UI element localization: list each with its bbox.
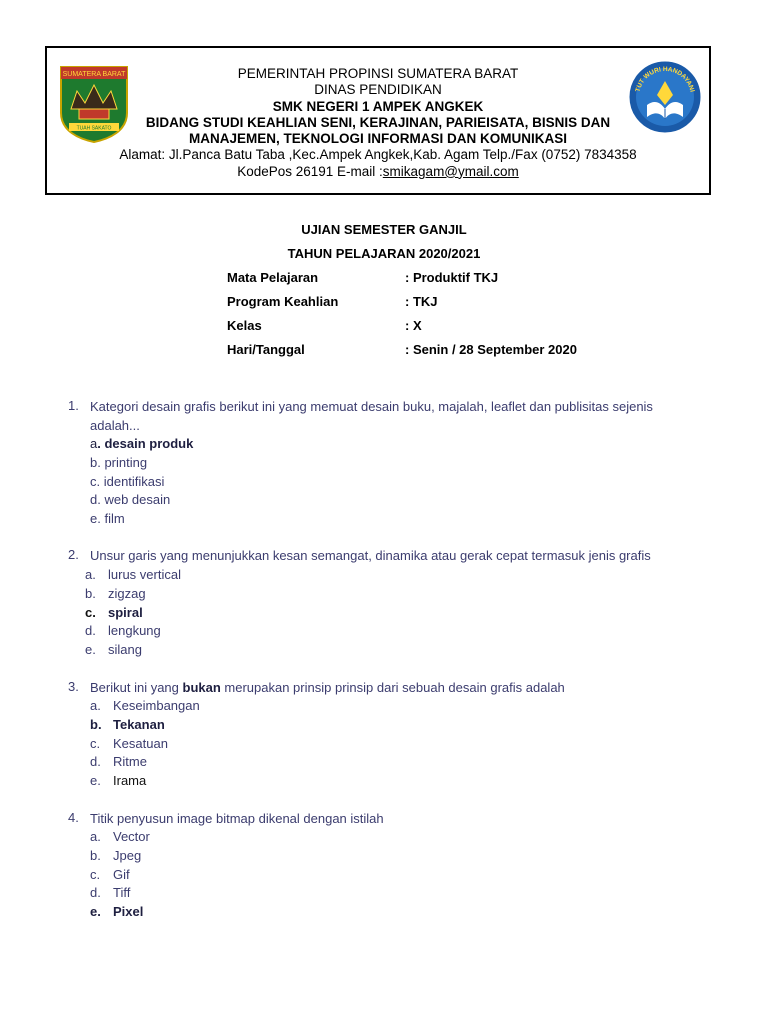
option-e[interactable]: [85, 641, 181, 660]
option-text: c. identifikasi: [90, 473, 165, 489]
office-line: DINAS PENDIDIKAN: [314, 82, 442, 98]
option-text: Pixel: [113, 904, 144, 920]
question-4-options: [90, 828, 150, 922]
option-text: zigzag: [108, 585, 146, 601]
option-text: Jpeg: [113, 847, 142, 863]
option-letter: a.: [90, 698, 101, 713]
option-a[interactable]: [85, 566, 181, 585]
question-2-options: [85, 566, 181, 660]
field-of-study-line1: BIDANG STUDI KEAHLIAN SENI, KERAJINAN, PARIEISATA, BISNIS DAN: [145, 114, 611, 130]
option-letter: d.: [90, 885, 101, 901]
question-text-line: adalah...: [90, 417, 140, 433]
email-link[interactable]: smikagam@ymail.com: [382, 163, 519, 179]
option-letter: e.: [90, 904, 101, 920]
question-number: 2.: [68, 547, 79, 562]
question-number: 4.: [68, 810, 79, 825]
option-letter: c.: [85, 604, 96, 620]
question-text: [90, 398, 730, 435]
option-letter: d.: [90, 754, 101, 770]
question-3-options: [90, 697, 200, 791]
school-name: SMK NEGERI 1 AMPEK ANGKEK: [272, 98, 484, 114]
option-letter: a: [90, 436, 98, 451]
option-b[interactable]: [85, 585, 181, 604]
info-value: : TKJ: [405, 294, 438, 309]
option-letter: b.: [85, 585, 96, 601]
info-class: [227, 318, 422, 333]
question-text-part: Berikut ini yang: [90, 680, 183, 695]
option-text: d. web desain: [90, 492, 171, 508]
option-text: e. film: [90, 511, 125, 527]
question-text: Unsur garis yang menunjukkan kesan semangat, dinamika atau gerak cepat termasuk jenis grafis: [90, 548, 651, 563]
option-a[interactable]: [90, 828, 150, 847]
option-d[interactable]: [90, 491, 193, 510]
option-letter: c.: [90, 735, 101, 751]
option-b[interactable]: [90, 716, 200, 735]
option-letter: a.: [85, 567, 96, 582]
option-e[interactable]: [90, 510, 193, 529]
option-text: lengkung: [108, 623, 161, 639]
option-text: Ritme: [113, 754, 147, 770]
question-text-part: merupakan prinsip prinsip dari sebuah desain grafis adalah: [220, 680, 565, 695]
option-c[interactable]: [85, 604, 181, 623]
option-text: Vector: [113, 829, 150, 844]
government-line: PEMERINTAH PROPINSI SUMATERA BARAT: [237, 66, 519, 81]
option-text: silang: [108, 642, 142, 658]
option-text: Kesatuan: [113, 735, 168, 751]
option-letter: d.: [85, 623, 96, 639]
option-b[interactable]: [90, 454, 193, 473]
option-letter: c.: [90, 866, 101, 882]
info-value: : Produktif TKJ: [405, 270, 499, 285]
letterhead-text: [47, 66, 709, 180]
tut-wuri-handayani-emblem-icon: [627, 59, 703, 135]
option-letter: e.: [90, 773, 101, 789]
option-d[interactable]: [90, 884, 150, 903]
question-keyword: bukan: [182, 680, 221, 695]
svg-text:TUAH SAKATO: TUAH SAKATO: [76, 125, 112, 132]
question-text: Titik penyusun image bitmap dikenal dengan istilah: [90, 811, 384, 826]
option-text: b. printing: [90, 454, 148, 470]
info-label: Program Keahlian: [227, 294, 339, 309]
field-of-study-line2: MANAJEMEN, TEKNOLOGI INFORMASI DAN KOMUNIKASI: [189, 131, 567, 147]
info-program: [227, 294, 438, 309]
option-e[interactable]: [90, 772, 200, 791]
question-1-options: [90, 435, 193, 529]
option-letter: b.: [90, 716, 102, 732]
tut-wuri-handayani-logo: [627, 59, 703, 135]
info-value: : X: [405, 318, 422, 333]
option-c[interactable]: [90, 866, 150, 885]
option-letter: b.: [90, 847, 101, 863]
exam-title: UJIAN SEMESTER GANJIL: [301, 222, 467, 237]
option-d[interactable]: [85, 622, 181, 641]
question-text-line: Kategori desain grafis berikut ini yang memuat desain buku, majalah, leaflet dan publisitas sejenis: [90, 399, 653, 414]
option-text: . desain produk: [97, 436, 194, 451]
option-a[interactable]: [90, 697, 200, 716]
letterhead: [45, 46, 711, 195]
option-text: spiral: [108, 604, 143, 620]
info-value: : Senin / 28 September 2020: [405, 342, 577, 357]
postal-code: KodePos 26191 E-mail :: [237, 163, 383, 179]
option-letter: a.: [90, 829, 101, 844]
postal-email-line: [47, 164, 709, 180]
option-text: Irama: [113, 773, 147, 789]
option-text: lurus vertical: [108, 567, 181, 582]
option-a[interactable]: [90, 435, 193, 454]
question-number: 3.: [68, 679, 79, 694]
info-label: Kelas: [227, 318, 262, 333]
question-number: 1.: [68, 398, 79, 413]
option-c[interactable]: [90, 473, 193, 492]
option-text: Tekanan: [113, 716, 165, 732]
option-d[interactable]: [90, 753, 200, 772]
info-date: [227, 342, 577, 357]
option-e[interactable]: [90, 903, 150, 922]
option-letter: e.: [85, 642, 96, 658]
option-b[interactable]: [90, 847, 150, 866]
option-text: Gif: [113, 866, 130, 882]
info-label: Hari/Tanggal: [227, 342, 305, 357]
info-subject: [227, 270, 499, 285]
option-c[interactable]: [90, 735, 200, 754]
svg-text:TUT WURI HANDAYANI: TUT WURI HANDAYANI: [634, 65, 696, 93]
info-label: Mata Pelajaran: [227, 270, 319, 285]
academic-year: TAHUN PELAJARAN 2020/2021: [287, 246, 481, 261]
option-text: Tiff: [113, 885, 131, 901]
option-text: Keseimbangan: [113, 698, 200, 713]
address: Alamat: Jl.Panca Batu Taba ,Kec.Ampek Angkek,Kab. Agam Telp./Fax (0752) 7834358: [119, 147, 637, 163]
svg-text:SUMATERA BARAT: SUMATERA BARAT: [62, 71, 126, 78]
question-text: [90, 679, 730, 698]
